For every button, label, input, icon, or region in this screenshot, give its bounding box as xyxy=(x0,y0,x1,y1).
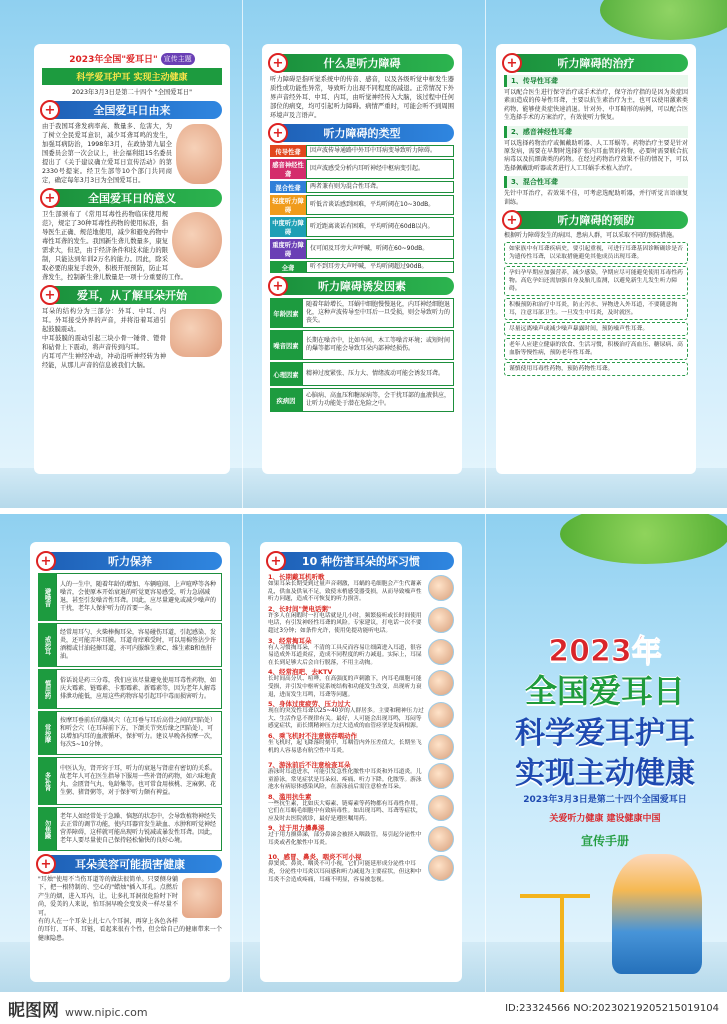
type-tag: 中度听力障碍 xyxy=(270,217,306,237)
cause-text: 随着年龄增长，耳蜗中细胞慢慢退化，内耳神经细胞退化，这种声波传导至中耳后一旦受损，则会导致听力的丧失。 xyxy=(302,298,454,328)
type-tag: 感音神经性聋 xyxy=(270,159,306,179)
red-cross-icon: + xyxy=(268,53,288,73)
cause-tag: 心理因素 xyxy=(270,362,302,386)
red-cross-icon: + xyxy=(40,285,60,305)
cover-year: 2023年 xyxy=(548,634,662,669)
habit-item xyxy=(268,824,454,852)
care-text: 老年人如经常处于急躁、恼怒的状态中，会导致植物神经失去正常的调节功能，使内耳器官发生缺血、水肿和听觉神经营养障碍，这样就可能出现听力锐减或暴发性耳聋。因此，老年人要尽量使自己保持轻松愉快的良好心境。 xyxy=(56,807,222,851)
type-text: 听不到耳旁大声呼喊，平均听阈超过90dB。 xyxy=(306,261,454,273)
type-row xyxy=(270,181,454,193)
types-title: 听力障碍的类型 xyxy=(323,127,401,140)
habit-photo xyxy=(428,855,454,881)
habit-heading: 3、经常掏耳朵 xyxy=(268,636,312,645)
leaves-decoration xyxy=(600,0,727,40)
type-tag: 全聋 xyxy=(270,261,306,273)
cause-row xyxy=(270,388,454,412)
treat-label: 2、感音神经性耳聋 xyxy=(504,126,688,138)
habits-title: 10 种伤害耳朵的坏习惯 xyxy=(301,555,421,568)
care-row xyxy=(38,757,222,805)
cause-tag: 噪音因素 xyxy=(270,330,302,360)
section-header xyxy=(504,54,688,72)
red-cross-icon: + xyxy=(40,188,60,208)
care-tag: 多补肾 xyxy=(38,757,56,805)
origin-text: 由于我国耳聋发病率高、数量多、危害大，为了树立全民爱耳意识，减少耳聋耳鸣的发生，加强耳病防治，1998年3月，在政协第九届全国委员会第一次会议上，社会福利组15名委员提出了《关于建议确立爱耳日宣传活动》的第2330号提案。经卫生部等10个部门共同商定，确定每年3月3日为全国爱耳日。 xyxy=(42,123,172,184)
fold-line xyxy=(242,0,243,508)
what-text: 听力障碍是指听觉系统中的传音、感音，以及各级听觉中枢发生器质性或功能性异常，导致听力出现不同程度的减退。正常情况下外界声音经外耳、中耳、内耳，由听觉神经传入大脑，该过程中任何部位的病变，均可引起听力障碍。病情严重时，可能会听不到周围环境声及言语声。 xyxy=(270,76,454,119)
type-row xyxy=(270,145,454,157)
watermark-logo xyxy=(8,996,148,1021)
panel-hearing-disorder xyxy=(262,44,462,474)
section-header xyxy=(270,124,454,142)
fold-line xyxy=(485,0,486,508)
section-header xyxy=(270,277,454,295)
red-cross-icon: + xyxy=(36,854,56,874)
treat-text: 可以选择药物治疗或佩戴助听器、人工耳蜗等。药物治疗主要是针对原发病，需要在早期时选择扩张内耳血管的药物，必要时需要联合抗病毒以及抗细菌类的药物。在经过药物治疗效果不佳的情况下，可以选择佩戴助听器或者进行人工耳蜗手术植入治疗。 xyxy=(504,139,688,172)
leaves-decoration xyxy=(560,514,727,564)
habit-heading: 7、游泳前后不注意检查耳朵 xyxy=(268,760,351,769)
habit-body: 一些抗生素，比如庆大霉素、链霉素等药物都有耳毒性作用。它们在耳蜗毛细胞中有致病毒性。如出现耳鸣、耳聋等症状，应及时去医院就诊，最好是遵医嘱用药。 xyxy=(268,800,422,822)
treat-text: 可以配合医生进行保守治疗或手术治疗，保守治疗指的是因为炎症因素而造成的传导性耳聋，主要以抗生素治疗为主，也可以使用激素类药物，能够使炎症快速消退。针对外、中耳畸形的病例，可以配合医生选择手术的方案治疗，有效使听力恢复。 xyxy=(504,89,688,122)
habit-item xyxy=(268,637,454,668)
habit-photo xyxy=(428,826,454,852)
habit-item xyxy=(268,700,454,731)
habit-body: 游泳时耳道进水，可能引发急性化脓性中耳炎和外耳道炎。儿童游泳，常见症状是耳朵闷、疼痛、听力下降。化脓等。游泳池水有病原体感染风险，在游泳前后需注意检查耳朵。 xyxy=(268,768,422,791)
habit-heading: 5、身体过度疲劳、压力过大 xyxy=(268,700,351,709)
care-row xyxy=(38,807,222,851)
type-tag: 重度听力障碍 xyxy=(270,239,306,259)
cause-text: 精神过度紧张、压力大、情绪波动可能会诱发耳聋。 xyxy=(302,362,454,386)
ear-text-3: 内耳可产生神经冲动，冲动沿听神经转为神经能，从那儿声音的信息被我们大脑。 xyxy=(42,353,166,369)
fold-line xyxy=(485,514,486,992)
prevent-item: 孕妇孕早期应加强营养，减少感染，孕期应尽可能避免使用耳毒性药物。高危孕妇还需加强自身及胎儿监测，以避免新生儿发生听力障碍。 xyxy=(504,266,688,296)
care-tag: 常按摩 xyxy=(38,711,56,755)
habit-photo xyxy=(428,734,454,760)
cover-booklet: 宣传手册 xyxy=(580,834,629,848)
cause-row xyxy=(270,330,454,360)
habit-heading: 9、过于用力擤鼻涕 xyxy=(268,824,325,833)
habit-photo xyxy=(428,639,454,665)
intro-text: 2023年3月3日是第二十四个 "全国爱耳日" xyxy=(72,89,192,96)
cover-title-1: 全国爱耳日 xyxy=(524,672,685,710)
red-cross-icon: + xyxy=(268,276,288,296)
bottom-sheet xyxy=(0,514,727,992)
treat-title: 听力障碍的治疗 xyxy=(557,57,635,70)
section-header xyxy=(504,211,688,229)
care-tag: 避噪音 xyxy=(38,573,56,621)
habit-heading: 10、感冒、鼻炎、咽炎不可小视 xyxy=(268,853,362,862)
prevent-item: 谨慎使用耳毒性药物，预防药物性耳聋。 xyxy=(504,362,688,376)
habit-item xyxy=(268,793,454,824)
origin-title: 全国爱耳日由来 xyxy=(93,104,171,117)
section-header xyxy=(42,189,222,207)
panel-treatment xyxy=(496,44,696,474)
section-header xyxy=(268,552,454,570)
type-text: 听近距离谈话有困难，平均听阈在60dB以内。 xyxy=(306,217,454,237)
care-row xyxy=(38,711,222,755)
habit-photo xyxy=(428,795,454,821)
habit-body: 现在的突发性耳聋以25~40岁的人群居多。主要和精神压力过大、生活作息不规律有关。最好，人可能会出现耳鸣，耳闷等感觉症状，而长期精神压力过大造成的血管痉挛是发病根源。 xyxy=(268,708,424,730)
habit-photo xyxy=(428,670,454,696)
type-row xyxy=(270,217,454,237)
beauty-text: "耳烛"使用不当伤耳道等的做法很简单。只要侧身躺下，把一根特制的、空心的"蜡烛"插入耳孔。点燃后产生的烟，进入耳内，让，让多扎耳洞很危险时下时尚，爱美的人来说，怕耳洞早晚会变发炎一样尽量不可。 xyxy=(38,876,178,917)
section-header xyxy=(42,286,222,304)
prevent-item: 尽量远离噪声或减少噪声暴露时间，预防噪声性耳聋。 xyxy=(504,322,688,336)
ear-anatomy-icon xyxy=(170,309,222,357)
habit-item xyxy=(268,761,454,792)
section-header xyxy=(38,855,222,873)
section-header xyxy=(38,552,222,570)
care-row xyxy=(38,669,222,709)
care-text: 中医认为，肾开窍于耳，听力的衰退与肾虚有密切的关系。故老年人可在医生指导下服用一些补肾的药物，如六味地黄丸、金匮肾气丸、龟龄集等。也可常食用核桃、芝麻粥、花生粥、猪肾粥等，对于保护听力颇有裨益。 xyxy=(56,757,222,805)
cause-tag: 年龄因素 xyxy=(270,298,302,328)
what-title: 什么是听力障碍 xyxy=(323,57,401,70)
habit-heading: 6、乘飞机时不注意做吞咽动作 xyxy=(268,731,358,740)
habit-heading: 8、滥用抗生素 xyxy=(268,792,312,801)
habit-heading: 2、长时间"煲电话粥" xyxy=(268,604,332,613)
watermark-bar xyxy=(0,992,727,1024)
habit-photo xyxy=(428,575,454,601)
beauty-title: 耳朵美容可能损害健康 xyxy=(75,858,185,871)
prevent-item: 老年人应建立健康的饮食、生活习惯，积极治疗高血压、糖尿病、高血脂等慢性病，预防老年性耳聋。 xyxy=(504,338,688,360)
type-row xyxy=(270,195,454,215)
cause-text: 长期在噪音中，比如车间、木工等噪音环境；或短时间的爆等都可能会导致耳朵内部神经损伤。 xyxy=(302,330,454,360)
habit-photo xyxy=(428,763,454,789)
panel-bad-habits xyxy=(260,542,462,982)
treat-text: 先针中耳治疗，若效果不佳，可考虑选配助听器，并行听觉言语康复训练。 xyxy=(504,190,688,206)
family-illustration xyxy=(612,854,702,974)
crane-tower xyxy=(560,894,564,992)
earring-photo xyxy=(182,878,222,918)
section-header xyxy=(270,54,454,72)
cause-tag: 疾病因 xyxy=(270,388,302,412)
cause-text: 心脑病、高血压和糖尿病等，会干扰耳部的血液供应，让听力功能处于潜在危险之中。 xyxy=(302,388,454,412)
care-row xyxy=(38,623,222,667)
type-text: 听低音谈话感到困难，平均听阈在10~30dB。 xyxy=(306,195,454,215)
habit-photo xyxy=(428,607,454,633)
red-cross-icon: + xyxy=(502,210,522,230)
red-cross-icon: + xyxy=(266,551,286,571)
care-tag: 戒挖耳 xyxy=(38,623,56,667)
cover-title-3: 实现主动健康 xyxy=(515,756,695,791)
type-text: 因声波传导通路中外耳中耳病变导致听力障碍。 xyxy=(306,145,454,157)
habit-item xyxy=(268,605,454,636)
care-text: 俗话说是药三分毒，我们应该尽量避免使用耳毒性药物，如庆大霉素、链霉素、卡那霉素、新霉素等，因为老年人解毒排泄功能低，应用这些药物容易引起耳中毒而损害听力。 xyxy=(56,669,222,709)
badge-year: 2023年全国"爱耳日" xyxy=(69,55,158,65)
habit-body: 有人习惯掏耳朵，不清的工具反而容易让细菌进入耳道，很容易造成外耳道炎症，造成不同程度的听力减退。实际上，耳屎在长到足够大后会自行脱落，不用主动掏。 xyxy=(268,644,422,666)
type-row xyxy=(270,261,454,273)
treat-label: 1、传导性耳聋 xyxy=(504,75,688,87)
types-list xyxy=(270,145,454,273)
care-text: 经常用耳勺、火柴棒掏耳朵，容易碰伤耳道，引起感染、发炎，还可能弄坏耳膜。耳道奇痒难受时，可以用棉签沾少许酒精或甘油轻擦耳道，亦可内服维生素C、维生素B和鱼肝油。 xyxy=(56,623,222,667)
top-sheet xyxy=(0,0,727,508)
habit-item xyxy=(268,573,454,604)
ear-text-1: 耳朵的结构分为三部分：外耳、中耳、内耳。外耳接受外界的声音，并将沿着耳道引起鼓膜震动。 xyxy=(42,308,166,333)
cover-care-line: 关爱听力健康 建设健康中国 xyxy=(549,814,661,824)
causes-list xyxy=(270,298,454,412)
cover-date-line: 2023年3月3日是第二十四个全国爱耳日 xyxy=(523,795,687,805)
habit-photo xyxy=(428,702,454,728)
watermark-logo-text: 昵图网 xyxy=(8,1000,59,1021)
section-header xyxy=(42,101,222,119)
care-tag: 勿焦躁 xyxy=(38,807,56,851)
habit-item xyxy=(268,732,454,760)
habit-body: 长时间高分贝、喧哗，在高强度的声刺激下，内耳毛细胞可能受损，并引发中枢听觉系统结构和功能发生改变，出现听力衰退，进而发生耳鸣，耳聋等问题。 xyxy=(268,676,422,698)
habit-body: 如果耳朵长期受到过量声音刺激，耳蜗的毛细胞会产生代谢紊乱，供血及供氧不足，致使末梢感受器受损，从而导致噪声性听力问题，造成不可恢复的听力损害。 xyxy=(268,581,422,603)
prevent-title: 听力障碍的预防 xyxy=(557,214,635,228)
habit-heading: 4、经常泡吧、去KTV xyxy=(268,668,333,677)
meaning-text: 卫生部颁布了《常用耳毒性药物临床使用规范》，规定了30种耳毒性药物的使用标准，指导医生正确、规范地使用，减少和避免药物中毒性耳聋的发生。我国新生聋儿数量多，康复需求大，但是，由于经济条件和技术能力的限制，只能达到年训2万名的能力。因此，除采取必要的康复手段外，积极开展预防，防止耳聋发生，控制新生聋儿数量是一项十分重要的工作。 xyxy=(42,211,187,281)
habit-heading: 1、长期戴耳机听歌 xyxy=(268,573,325,581)
care-text: 按摩耳垂前后的翳风穴（在耳垂与耳后高骨之间的凹陷处）和听会穴（在耳屏前下方，下颌关节突后缘之凹陷处），可以增加内耳的血液循环，保护听力。建议早晚各按摩一次，每次5~10分钟。 xyxy=(56,711,222,755)
prevent-item: 如家族中有耳聋疾病史，要引起重视，可进行耳聋基因诊断确诊是否为遗传性耳聋，以采取措施避免其他成员出现耳聋。 xyxy=(504,242,688,264)
type-row xyxy=(270,239,454,259)
habit-body: 鼻窦炎、鼻炎、咽炎不可小视，它们可能延形成分泌性中耳炎，分泌性中耳炎以耳闷感和听力减退为主要症状，但这种中耳炎不会造成疼痛，耳痛不明显，容易被忽视。 xyxy=(268,861,422,883)
type-text: 因声波感受分析内耳听神经中枢病变引起。 xyxy=(306,159,454,179)
habit-body: 许多人在闲暇时一打电话就是几小时，频繁接听或长时间使用电话，有引发神经性耳聋的风险。专家建议，打电话一次不要超过3分钟；如条件允许，使用免提功能听电话。 xyxy=(268,612,422,634)
treat-label: 3、混合性耳聋 xyxy=(504,176,688,188)
type-row xyxy=(270,159,454,179)
watermark-url: www.nipic.com xyxy=(65,1005,148,1019)
red-cross-icon: + xyxy=(268,123,288,143)
habits-list xyxy=(268,573,454,884)
slogan: 科学爱耳护耳 实现主动健康 xyxy=(42,68,222,85)
habit-item xyxy=(268,853,454,884)
red-cross-icon: + xyxy=(502,53,522,73)
habit-item xyxy=(268,668,454,699)
crane-arm xyxy=(520,894,590,898)
red-cross-icon: + xyxy=(40,100,60,120)
prevent-item: 积极预防和治疗中耳炎，防止泻水、异物进入外耳道，不要随意掏耳，注意耳部卫生。一旦发生中耳炎，及时就医。 xyxy=(504,298,688,320)
causes-title: 听力障碍诱发因素 xyxy=(318,280,406,293)
ear-illustration xyxy=(172,212,222,268)
meaning-title: 全国爱耳日的意义 xyxy=(88,192,176,205)
ear-text-2: 中耳鼓膜的震动引起三块小骨一锤骨、镫骨和砧骨上下震动，将声音传到内耳。 xyxy=(42,335,166,351)
prevent-intro: 根据听力障碍发生的病因、患病人群，可以采取不同的预防措施。 xyxy=(504,232,679,240)
doctor-illustration xyxy=(176,124,222,184)
care-text: 人的一生中，随着年龄的增加、车辆喧闹、上声喧哗等各种噪音，会使原本开始衰退的听觉更容易感受，听力急剧减退，甚至引发噪音性耳聋。因此，应尽量避免或减少噪声的干扰，老年人保护听力的首要一条。 xyxy=(56,573,222,621)
type-text: 两者兼有则为混合性耳聋。 xyxy=(306,181,454,193)
fold-line xyxy=(242,514,243,992)
type-tag: 混合性聋 xyxy=(270,181,306,193)
type-text: 仅可闻及耳旁大声呼喊，听阈在60~90dB。 xyxy=(306,239,454,259)
habit-body: 过于用力擤鼻涕，部分鼻涕会被挤入咽鼓管，易引起分泌性中耳炎或者化脓性中耳炎。 xyxy=(268,832,422,847)
care-tag: 慎用药 xyxy=(38,669,56,709)
care-title: 听力保养 xyxy=(108,555,152,568)
watermark-id: ID:23324566 NO:20230219205215019104 xyxy=(505,1002,719,1014)
care-row xyxy=(38,573,222,621)
type-tag: 传导性聋 xyxy=(270,145,306,157)
type-tag: 轻度听力障碍 xyxy=(270,195,306,215)
panel-hearing-care xyxy=(30,542,230,982)
panel-ear-day xyxy=(34,44,230,474)
red-cross-icon: + xyxy=(36,551,56,571)
badge-theme: 宣传主题 xyxy=(161,53,195,65)
habit-body: 坐飞机时，起飞降落时刻中，耳咽管内外压差值大，长期坐飞机的人容易患有航空性中耳炎。 xyxy=(268,739,422,754)
city-skyline xyxy=(0,468,727,508)
beauty-text-2: 有的人在一个耳朵上扎七八个耳洞，再穿上各色各样的耳钉、耳环、耳链，看起来很有个性，但会给自己的健康带来一个健康隐患。 xyxy=(38,918,222,942)
cover-title-2: 科学爱耳护耳 xyxy=(515,716,695,751)
ear-title: 爱耳，从了解耳朵开始 xyxy=(77,289,187,302)
cause-row xyxy=(270,362,454,386)
theme-badge xyxy=(42,52,222,65)
cause-row xyxy=(270,298,454,328)
